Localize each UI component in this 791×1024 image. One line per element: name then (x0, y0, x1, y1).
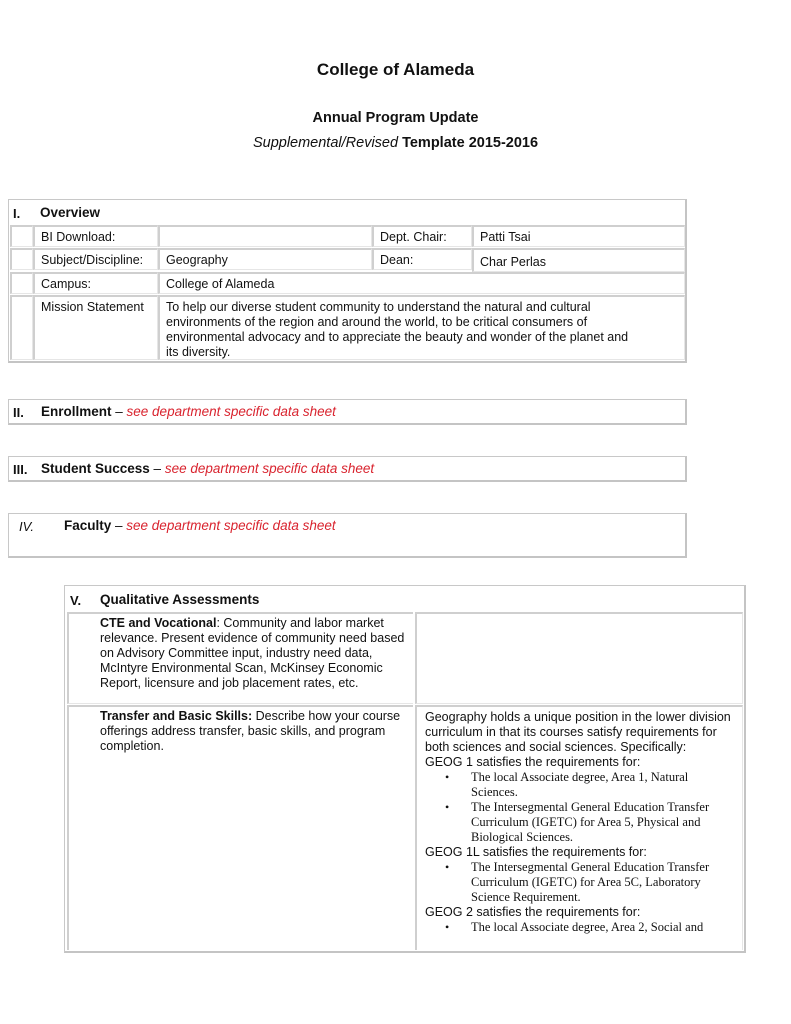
document-title: College of Alameda (316, 60, 475, 79)
list-item: • The local Associate degree, Area 1, Natural Sciences. (471, 770, 734, 800)
overview-row1-blank (10, 225, 33, 247)
geog1l-requirements-list (425, 860, 734, 905)
geog1-heading: GEOG 1 satisfies the requirements for: (425, 755, 641, 769)
enrollment-dash: – (111, 404, 127, 419)
faculty-heading (64, 518, 336, 533)
template-subtitle (0, 135, 791, 151)
overview-row3-blank (10, 272, 33, 294)
mission-label: Mission Statement (33, 295, 158, 360)
dept-chair-label: Dept. Chair: (372, 225, 472, 247)
template-subtitle-italic: Supplemental/Revised (252, 135, 399, 151)
overview-row2-blank (10, 248, 33, 270)
transfer-prompt-text: Describe how your course offerings address transfer, basic skills, and program completion. (100, 709, 401, 753)
overview-row4-blank (10, 295, 33, 360)
cte-prompt-text: : Community and labor market relevance. Present evidence of community need based on Advisory Committee input, industry need data, McIntyre Environmental Scan, McKinsey Economic Report, licensure and job placement rates, etc. (100, 616, 405, 690)
faculty-title: Faculty (64, 518, 112, 533)
mission-value[interactable]: To help our diverse student community to understand the natural and cultural environments of the region and around the world, to be critical consumers of environmental advocacy and to appreciate the beauty and wonder of the planet and its diversity. (158, 295, 685, 360)
student-success-data-sheet-link[interactable]: see department specific data sheet (164, 461, 375, 476)
student-success-dash: – (149, 461, 165, 476)
dean-value[interactable]: Char Perlas (472, 248, 685, 272)
template-subtitle-bold: Template 2015-2016 (402, 135, 539, 151)
geog1l-heading: GEOG 1L satisfies the requirements for: (425, 845, 647, 859)
overview-title: Overview (40, 205, 101, 220)
transfer-response-cell[interactable] (415, 705, 743, 950)
dean-label: Dean: (372, 248, 472, 270)
faculty-section (8, 513, 687, 558)
enrollment-heading (41, 404, 336, 419)
faculty-dash: – (111, 518, 127, 533)
enrollment-section (8, 399, 687, 425)
campus-value[interactable]: College of Alameda (158, 272, 685, 294)
bi-download-value[interactable] (158, 225, 372, 247)
cte-prompt (100, 616, 405, 691)
overview-number: I. (13, 206, 21, 221)
transfer-prompt (100, 709, 405, 754)
list-item: • The Intersegmental General Education Transfer Curriculum (IGETC) for Area 5, Physical and Biological Sciences. (471, 800, 734, 845)
cte-prompt-heading: CTE and Vocational (100, 616, 217, 630)
enrollment-data-sheet-link[interactable]: see department specific data sheet (126, 404, 336, 419)
list-item: • The Intersegmental General Education Transfer Curriculum (IGETC) for Area 5C, Laboratory Science Requirement. (471, 860, 734, 905)
subject-label: Subject/Discipline: (33, 248, 158, 270)
enrollment-title: Enrollment (41, 404, 112, 419)
student-success-section (8, 456, 687, 482)
faculty-data-sheet-link[interactable]: see department specific data sheet (126, 518, 336, 533)
geog2-requirements-list (425, 920, 734, 935)
geog1-requirements-list (425, 770, 734, 845)
transfer-prompt-cell (67, 705, 413, 950)
cte-response-cell[interactable] (415, 612, 743, 704)
qualitative-number: V. (70, 593, 82, 608)
document-subtitle: Annual Program Update (312, 110, 479, 126)
cte-prompt-cell (67, 612, 413, 704)
geog2-heading: GEOG 2 satisfies the requirements for: (425, 905, 641, 919)
faculty-number: IV. (19, 519, 34, 534)
list-item: • The local Associate degree, Area 2, Social and (471, 920, 734, 935)
subject-value[interactable]: Geography (158, 248, 372, 270)
bi-download-label: BI Download: (33, 225, 158, 247)
transfer-prompt-heading: Transfer and Basic Skills: (100, 709, 253, 723)
student-success-heading (41, 461, 374, 476)
qualitative-title: Qualitative Assessments (100, 592, 260, 607)
dept-chair-value[interactable]: Patti Tsai (472, 225, 685, 247)
student-success-number: III. (13, 462, 28, 477)
campus-label: Campus: (33, 272, 158, 294)
transfer-response-intro: Geography holds a unique position in the lower division curriculum in that its courses satisfy requirements for both sciences and social sciences. Specifically: (425, 710, 731, 754)
enrollment-number: II. (13, 405, 24, 420)
student-success-title: Student Success (41, 461, 150, 476)
